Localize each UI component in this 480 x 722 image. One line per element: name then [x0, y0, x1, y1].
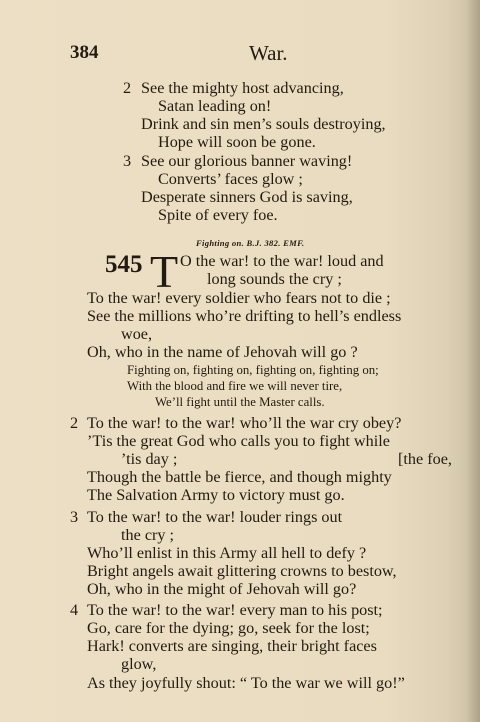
page-title: War.: [249, 41, 288, 65]
verse-line: glow,: [121, 655, 157, 673]
page-number: 384: [70, 42, 99, 63]
verse-line: To the war! to the war! louder rings out: [87, 508, 343, 526]
verse-line: To the war! to the war! every man to his post;: [87, 601, 383, 619]
verse-line: Converts’ faces glow ;: [158, 170, 303, 188]
verse-line: As they joyfully shout: “ To the war we will go!”: [87, 674, 405, 692]
verse-line: Who’ll enlist in this Army all hell to defy ?: [87, 544, 367, 562]
verse-line: Hope will soon be gone.: [158, 133, 316, 151]
verse-line: long sounds the cry ;: [207, 270, 342, 288]
verse-line: the cry ;: [121, 526, 175, 544]
verse-line: Hark! converts are singing, their bright faces: [87, 637, 377, 655]
verse-line: Go, care for the dying; go, seek for the lost;: [87, 619, 370, 637]
verse-line: woe,: [121, 325, 153, 343]
page-gutter-shadow: [466, 0, 480, 722]
verse-line: See the mighty host advancing,: [141, 79, 344, 97]
verse-line: See the millions who’re drifting to hell’s endless: [87, 307, 402, 325]
verse-line: The Salvation Army to victory must go.: [87, 486, 345, 504]
verse-line: Oh, who in the name of Jehovah will go ?: [87, 343, 358, 361]
tune-reference: Fighting on. B.J. 382. EMF.: [196, 238, 305, 248]
chorus-line: We’ll fight until the Master calls.: [155, 395, 325, 409]
verse-line: Spite of every foe.: [158, 206, 278, 224]
verse-line: Though the battle be fierce, and though mighty: [87, 468, 392, 486]
verse-line: Desperate sinners God is saving,: [141, 188, 353, 206]
drop-cap: T: [150, 246, 179, 297]
verse-line: Drink and sin men’s souls destroying,: [141, 115, 386, 133]
verse-number: 3: [70, 508, 79, 526]
verse-line: See our glorious banner waving!: [141, 152, 353, 170]
verse-line: Bright angels await glittering crowns to bestow,: [87, 562, 397, 580]
verse-number: 4: [70, 601, 79, 619]
verse-line: O the war! to the war! loud and: [180, 252, 384, 270]
verse-line: ’Tis the great God who calls you to fight while: [87, 432, 390, 450]
verse-line: Satan leading on!: [158, 97, 272, 115]
verse-number: 3: [123, 152, 132, 170]
verse-line: To the war! to the war! who’ll the war cry obey?: [87, 414, 402, 432]
verse-line: To the war! every soldier who fears not to die ;: [87, 289, 391, 307]
verse-line: ’tis day ;: [121, 450, 178, 468]
verse-number: 2: [70, 414, 79, 432]
verse-line: [the foe,: [398, 450, 452, 468]
verse-line: Oh, who in the might of Jehovah will go?: [87, 580, 357, 598]
chorus-line: Fighting on, fighting on, fighting on, fighting on;: [127, 363, 379, 377]
chorus-line: With the blood and fire we will never tire,: [127, 379, 343, 393]
hymn-number: 545: [105, 251, 143, 278]
verse-number: 2: [123, 79, 132, 97]
